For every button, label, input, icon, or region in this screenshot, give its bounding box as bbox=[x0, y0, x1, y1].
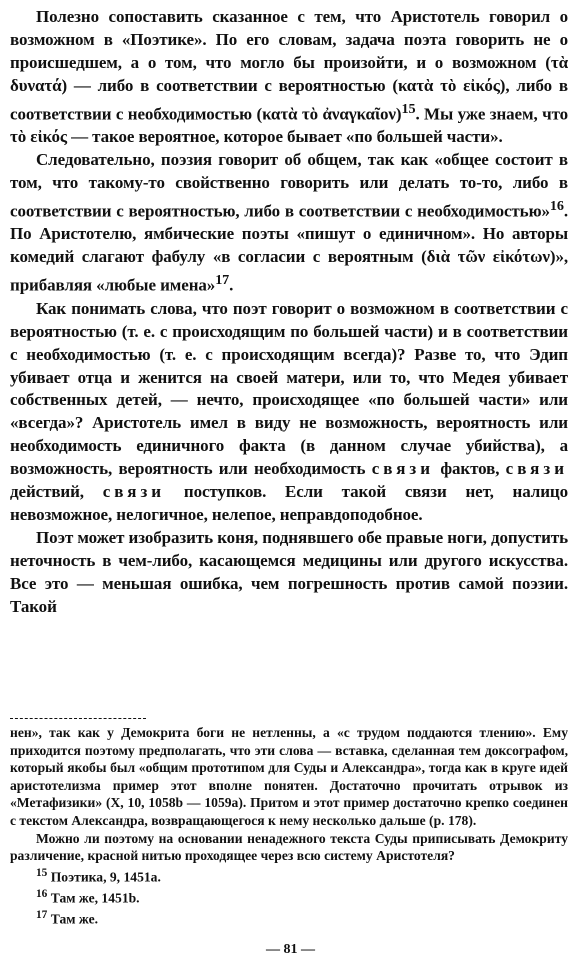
paragraph-text: фактов, bbox=[434, 459, 506, 479]
paragraph-text: Поэт может изобразить коня, поднявшего обе правые ноги, допустить неточность в чем-либо, касающемся медицины или другого искусства. Все это — меньшая ошибка, чем погрешность против самой поэзии. Такой bbox=[10, 527, 568, 616]
footnotes bbox=[10, 724, 568, 928]
paragraph-text: . Мы уже знаем, что τὸ εἰκός — такое вероятное, которое бывает «по большей части». bbox=[10, 104, 568, 147]
paragraph-3 bbox=[10, 298, 568, 527]
footnote-ref-15: 15 bbox=[401, 100, 416, 117]
paragraph-1 bbox=[10, 6, 568, 149]
paragraph-2 bbox=[10, 149, 568, 298]
footnote-text: Поэтика, 9, 1451a. bbox=[50, 869, 161, 885]
footnote-number: 15 bbox=[36, 866, 48, 879]
spaced-emphasis: связи bbox=[505, 459, 568, 479]
spaced-emphasis: связи bbox=[371, 459, 435, 479]
footnote-text: Там же. bbox=[50, 911, 99, 927]
footnote-text: Там же, 1451b. bbox=[50, 890, 140, 906]
paragraph-text: Как понимать слова, что поэт говорит о возможном в соответствии с вероятностью (т. е. с происходящим по большей части) и в соответствии с необходимостью (т. е. с происходящим всегда)? Разве то, что Эдип убивает отца и женится на своей матери, или то, что Медея убивает собственных детей, — нечто, происходящее «по большей части» или «всегда»? Аристотель имел в виду не возможность, вероятность или необходимость единичного факта (в данном случае убийства), а возможность, вероятность или необходимость bbox=[10, 298, 568, 479]
page-number: — 81 — bbox=[266, 942, 315, 957]
paragraph-4 bbox=[10, 527, 568, 619]
footnote-ref-17: 17 bbox=[215, 272, 230, 289]
footnote-number: 17 bbox=[36, 909, 48, 921]
footnote-ref-16: 16 bbox=[549, 197, 564, 214]
footnote-separator bbox=[10, 718, 146, 719]
footnote-continuation: нен», так как у Демокрита боги не нетленны, а «с трудом поддаются тлению». Ему приходится поэтому предполагать, что эти слова — вставка, сделанная тем доксографом, который якобы был «общим прототипом для Суды и Александра», тогда как в круге идей аристотелизма пример этот вполне понятен. Достаточно прочитать отрывок из «Метафизики» (X, 10, 1058b — 1059a). Притом и этот пример достаточно крепко соединен с текстом Александра, возвращающегося к нему несколько дальше (p. 178). bbox=[10, 725, 568, 828]
footnote-15 bbox=[10, 865, 568, 886]
main-text bbox=[10, 6, 568, 619]
paragraph-text: Полезно сопоставить сказанное с тем, что Аристотель говорил о возможном в «Поэтике». По его словам, задача поэта говорить не о происшедшем, а о том, что могло бы произойти, и о возможном (τὰ δυνατά) — либо в соответствии с вероятностью (κατὰ τὸ εἰκός), либо в соответствии с необходимостью (κατὰ τὸ ἀναγκαῖον) bbox=[10, 7, 568, 124]
paragraph-text: поступков. Если такой связи нет, налицо невозможное, нелогичное, нелепое, неправдоподобное. bbox=[10, 482, 569, 524]
footnote-question: Можно ли поэтому на основании ненадежного текста Суды приписывать Демокриту различение, красной нитью проходящее через всю систему Аристотеля? bbox=[10, 830, 568, 864]
paragraph-text: . bbox=[229, 275, 234, 295]
footnote-17 bbox=[10, 907, 568, 928]
paragraph-text: Следовательно, поэзия говорит об общем, так как «общее состоит в том, что такому-то свойственно говорить или делать то-то, либо в соответствии с вероятностью, либо в соответствии с необходимостью» bbox=[10, 150, 568, 221]
footnote-number: 16 bbox=[36, 887, 48, 900]
footnote-16 bbox=[10, 886, 568, 907]
spaced-emphasis: связи bbox=[102, 482, 166, 502]
paragraph-text: действий, bbox=[10, 482, 103, 502]
paragraph-text: . По Аристотелю, ямбические поэты «пишут о единичном». Но авторы комедий слагают фабулу «в согласии с вероятным (διὰ τῶν εἰκότων)», прибавляя «любые имена» bbox=[10, 201, 568, 295]
